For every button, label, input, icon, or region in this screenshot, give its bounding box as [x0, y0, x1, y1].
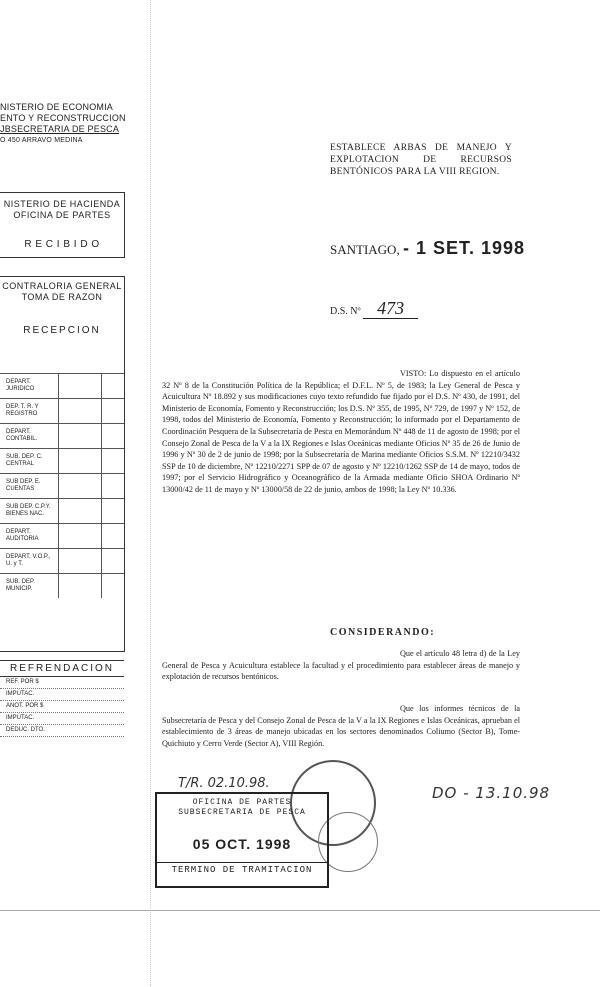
decree-number	[330, 298, 418, 319]
decree-number-value: 473	[363, 298, 418, 319]
oficina-partes-stamp	[155, 792, 329, 888]
list-item: DEDUC. DTO.	[0, 725, 124, 737]
hacienda-stamp-box	[0, 192, 125, 258]
visto-paragraph: VISTO: Lo dispuesto en el artículo 32 Nº 8 de la Constitución Política de la República; el D.F.L. Nº 5, de 1983; la Ley General de Pesca y Acuicultura Nº 18.892 y sus modificaciones cuyo texto refundido fue fijado por el D.S. Nº 430, de 1991, del Ministerio de Economía, Fomento y Reconstrucción; los D.S. Nº 355, de 1995, Nº 729, de 1997 y Nº 152, de 1998, todos del Ministerio de Economía, Fomento y Reconstrucción; lo informado por el Departamento de Coordinación Pesquera de la Subsecretaría de Pesca en Memorándum Nº 448 de 11 de agosto de 1998; por el Consejo Zonal de Pesca de la V a la IX Regiones e Islas Oceánicas mediante Oficios Nº 35 de 26 de Junio de 1996 y Nº 30 de 2 de junio de 1998; por la Subsecretaría de Marina mediante Oficios S.S.M. Nº 12210/3432 SSP de 10 de diciembre, Nº 12210/2271 SPP de 07 de agosto y Nº 12210/1262 SSP de 14 de mayo, todos de 1997; por el Servicio Hidrográfico y Oceanográfico de la Armada mediante Oficio SHOA Ordinario Nº 13000/42 de 11 de mayo y Nº 13000/58 de 22 de junio, ambos de 1998; la Ley Nº 10.336.	[162, 369, 520, 494]
table-row: SUB DEP. E. CUENTAS	[0, 473, 124, 498]
contraloria-rows	[0, 373, 124, 598]
hacienda-recibido: R E C I B I D O	[24, 239, 100, 250]
contraloria-stamp-box	[0, 276, 125, 652]
ministry-header	[0, 102, 150, 146]
handwritten-note-left: T/R. 02.10.98.	[178, 776, 270, 791]
decree-label: D.S. Nº	[330, 306, 361, 317]
ministry-line-1: NISTERIO DE ECONOMIA	[0, 102, 114, 112]
date-value: - 1 SET. 1998	[402, 238, 526, 258]
margin-line	[150, 0, 151, 987]
table-row: DEPART. AUDITORIA	[0, 523, 124, 548]
table-row: DEP. T. R. Y REGISTRO	[0, 398, 124, 423]
stamp-line-1: OFICINA DE PARTES	[192, 798, 292, 807]
table-row: SUB. DEP. C. CENTRAL	[0, 448, 124, 473]
refrendacion-box	[0, 660, 124, 741]
date-city: SANTIAGO,	[330, 242, 400, 257]
ministry-line-2: ENTO Y RECONSTRUCCION	[0, 113, 126, 123]
refrendacion-title: REFRENDACION	[0, 661, 124, 677]
ministry-line-3: JBSECRETARIA DE PESCA	[0, 124, 120, 134]
document-subject: ESTABLECE ARBAS DE MANEJO Y EXPLOTACION DE RECURSOS BENTÓNICOS PARA LA VIII REGION.	[330, 143, 512, 177]
table-row: SUB DEP. C.P.Y. BIENES NAC.	[0, 498, 124, 523]
table-row: DEPART. JURIDICO	[0, 373, 124, 398]
contraloria-line-1: CONTRALORIA GENERAL	[2, 281, 122, 291]
list-item: IMPUTAC.	[0, 713, 124, 725]
handwritten-note-right: DO - 13.10.98	[432, 784, 551, 802]
bottom-divider	[0, 910, 600, 911]
contraloria-line-2: TOMA DE RAZON	[21, 292, 103, 302]
ministry-line-4: O 450 ARRAVO MEDINA	[0, 137, 83, 144]
list-item: REF. POR $	[0, 677, 124, 689]
contraloria-recepcion: RECEPCION	[23, 325, 101, 336]
list-item: ANOT. POR $	[0, 701, 124, 713]
stamp-footer: TERMINO DE TRAMITACION	[157, 862, 327, 875]
table-row: SUB. DEP. MUNICIP.	[0, 573, 124, 598]
table-row: DEPART. V.O.P., U. y T.	[0, 548, 124, 573]
hacienda-line-2: OFICINA DE PARTES	[13, 210, 111, 220]
stamp-date: 05 OCT. 1998	[192, 836, 292, 852]
considerando-heading: CONSIDERANDO:	[330, 627, 436, 638]
hacienda-line-1: NISTERIO DE HACIENDA	[3, 199, 121, 209]
stamp-line-2: SUBSECRETARIA DE PESCA	[178, 808, 306, 817]
considerando-paragraph-1: Que el artículo 48 letra d) de la Ley General de Pesca y Acuicultura establece la facultad y el procedimiento para establecer áreas de manejo y explotación de recursos bentónicos.	[162, 649, 520, 682]
list-item: IMPUTAC.	[0, 689, 124, 701]
table-row: DEPART. CONTABIL.	[0, 423, 124, 448]
document-date	[330, 238, 525, 259]
considerando-paragraph-2: Que los informes técnicos de la Subsecretaría de Pesca y del Consejo Zonal de Pesca de la V a la IX Regiones e Islas Oceánicas, aprueban el establecimiento de 3 áreas de manejo ubicadas en los sectores denominados Coliumo (Sector B), Tome-Quichiuto y Cerro Verde (Sector A), VIII Región.	[162, 704, 520, 748]
